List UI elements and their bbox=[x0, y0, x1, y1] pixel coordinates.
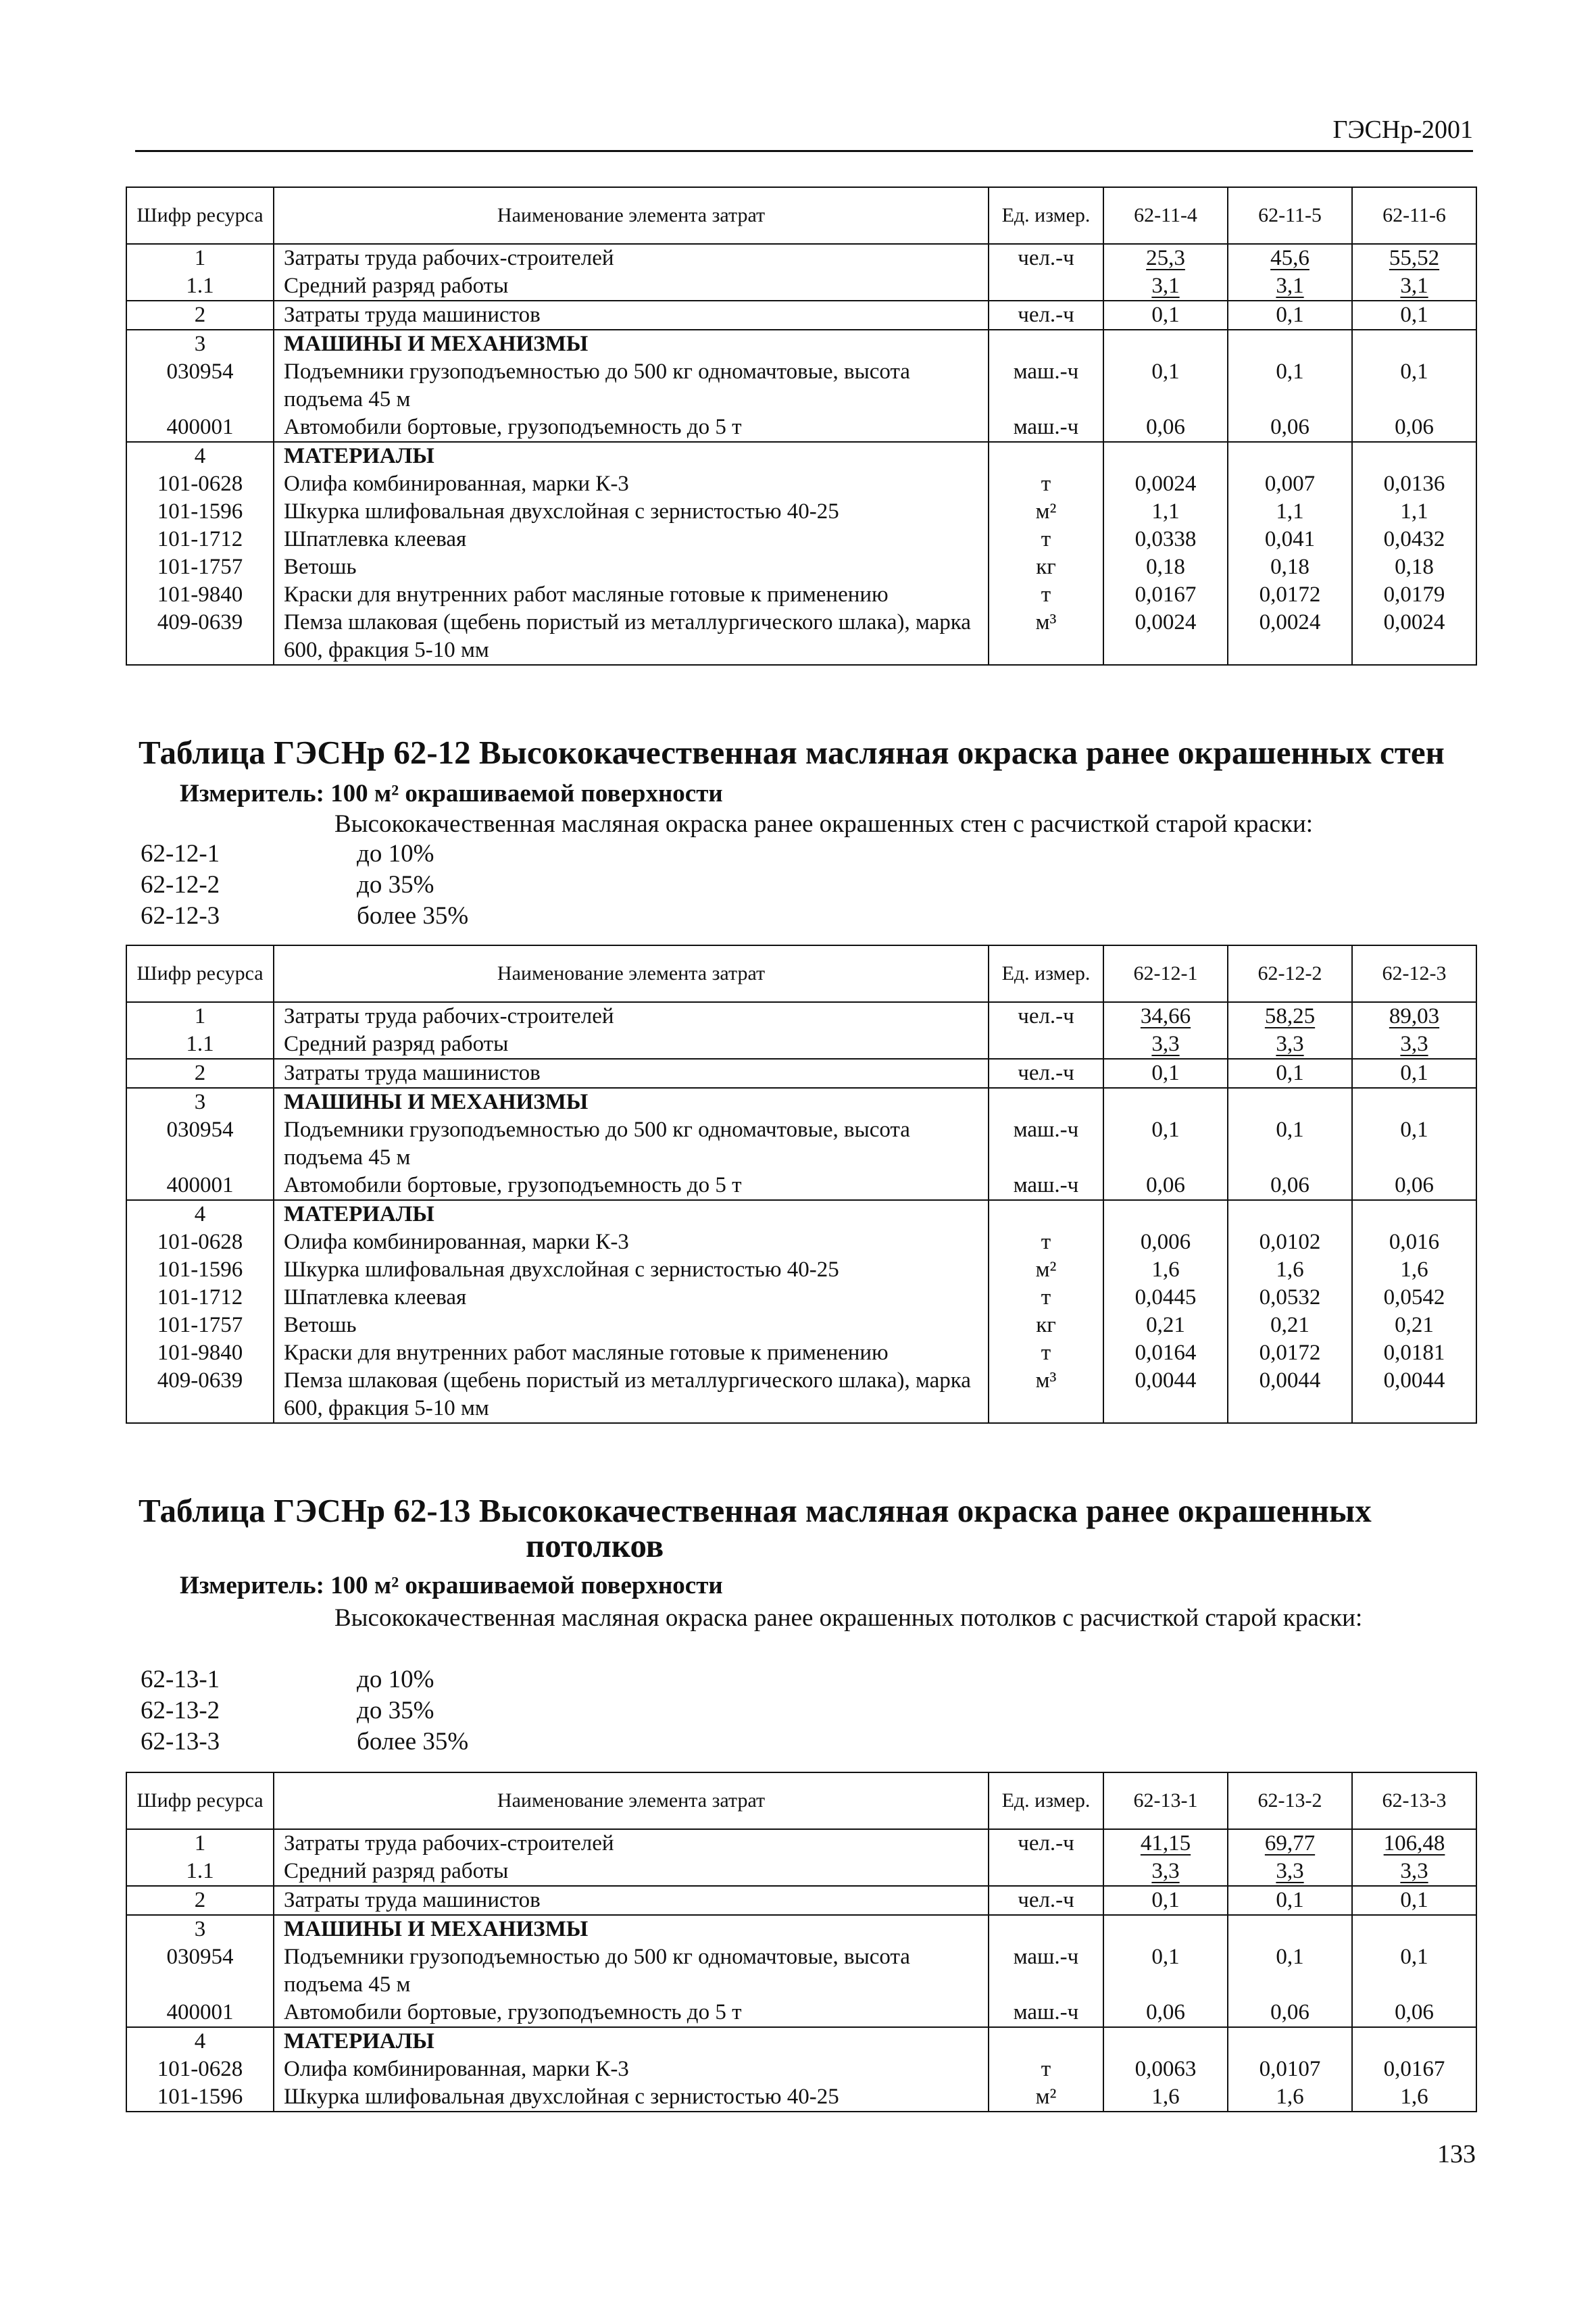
resource-code-cell: 400001 bbox=[126, 414, 274, 442]
table-62-12-title: Таблица ГЭСНр 62-12 Высококачественная масляная окраска ранее окрашенных стен bbox=[139, 734, 1445, 771]
value-cell: 89,03 bbox=[1352, 1002, 1476, 1030]
resource-code-cell: 400001 bbox=[126, 1172, 274, 1200]
table-row bbox=[126, 1339, 1476, 1367]
unit-cell bbox=[989, 1088, 1103, 1116]
column-header-name: Наименование элемента затрат bbox=[274, 1772, 989, 1829]
value-cell: 0,21 bbox=[1103, 1312, 1228, 1339]
resource-code-cell: 101-1757 bbox=[126, 1312, 274, 1339]
table-row bbox=[126, 1002, 1476, 1030]
variant-code: 62-13-1 bbox=[141, 1666, 220, 1693]
value-cell: 0,0167 bbox=[1103, 581, 1228, 609]
resource-code-cell: 4 bbox=[126, 2027, 274, 2056]
value-cell: 0,1 bbox=[1103, 1059, 1228, 1088]
value-cell: 0,21 bbox=[1228, 1312, 1352, 1339]
value-cell: 0,06 bbox=[1103, 1999, 1228, 2027]
unit-cell: маш.-ч bbox=[989, 1116, 1103, 1172]
value-cell: 0,1 bbox=[1352, 1943, 1476, 1999]
table-row bbox=[126, 553, 1476, 581]
value-cell: 1,6 bbox=[1352, 2083, 1476, 2112]
table-header-row bbox=[126, 1772, 1476, 1829]
value-cell: 3,3 bbox=[1103, 1030, 1228, 1059]
resource-code-cell: 030954 bbox=[126, 1943, 274, 1999]
value-cell bbox=[1103, 2027, 1228, 2056]
resource-code-cell: 101-1712 bbox=[126, 526, 274, 553]
value-cell: 0,0164 bbox=[1103, 1339, 1228, 1367]
value-cell: 0,06 bbox=[1103, 414, 1228, 442]
value-cell: 0,1 bbox=[1103, 1886, 1228, 1915]
resource-name-cell: Шкурка шлифовальная двухслойная с зернистостью 40-25 bbox=[274, 1256, 989, 1284]
value-cell: 0,0179 bbox=[1352, 581, 1476, 609]
value-cell: 1,6 bbox=[1352, 1256, 1476, 1284]
value-cell bbox=[1228, 1088, 1352, 1116]
document-code: ГЭСНр-2001 bbox=[1332, 116, 1473, 144]
unit-cell bbox=[989, 442, 1103, 470]
variant-code: 62-13-3 bbox=[141, 1728, 220, 1756]
resource-name-cell: Подъемники грузоподъемностью до 500 кг одномачтовые, высота подъема 45 м bbox=[274, 1943, 989, 1999]
unit-cell: кг bbox=[989, 553, 1103, 581]
value-cell: 0,21 bbox=[1352, 1312, 1476, 1339]
value-cell: 0,1 bbox=[1103, 301, 1228, 330]
resource-code-cell: 101-1596 bbox=[126, 498, 274, 526]
column-header-norm-code: 62-12-1 bbox=[1103, 945, 1228, 1002]
value-cell: 69,77 bbox=[1228, 1829, 1352, 1858]
resource-name-cell: Затраты труда машинистов bbox=[274, 1886, 989, 1915]
value-cell: 0,0136 bbox=[1352, 470, 1476, 498]
resource-code-cell: 2 bbox=[126, 1059, 274, 1088]
resource-name-cell: Олифа комбинированная, марки К-3 bbox=[274, 2056, 989, 2083]
table-row bbox=[126, 1858, 1476, 1886]
resource-name-cell: Затраты труда рабочих-строителей bbox=[274, 244, 989, 272]
value-cell: 0,0542 bbox=[1352, 1284, 1476, 1312]
unit-cell bbox=[989, 330, 1103, 358]
value-cell: 0,0024 bbox=[1228, 609, 1352, 665]
column-header-code: Шифр ресурса bbox=[126, 1772, 274, 1829]
value-cell: 3,3 bbox=[1352, 1030, 1476, 1059]
value-cell: 0,06 bbox=[1103, 1172, 1228, 1200]
resource-code-cell: 030954 bbox=[126, 1116, 274, 1172]
unit-cell: т bbox=[989, 581, 1103, 609]
resource-code-cell: 101-0628 bbox=[126, 2056, 274, 2083]
resource-code-cell: 1 bbox=[126, 1002, 274, 1030]
resource-name-cell: Ветошь bbox=[274, 553, 989, 581]
resource-code-cell: 409-0639 bbox=[126, 1367, 274, 1423]
unit-cell: т bbox=[989, 2056, 1103, 2083]
variant-code: 62-13-2 bbox=[141, 1697, 220, 1724]
table-62-13-title-cont: потолков bbox=[526, 1527, 664, 1564]
resource-code-cell: 1 bbox=[126, 244, 274, 272]
norms-table-62-11 bbox=[126, 186, 1477, 666]
resource-code-cell: 101-0628 bbox=[126, 470, 274, 498]
unit-cell: маш.-ч bbox=[989, 414, 1103, 442]
value-cell: 1,6 bbox=[1103, 1256, 1228, 1284]
value-cell: 3,1 bbox=[1228, 272, 1352, 301]
resource-code-cell: 101-0628 bbox=[126, 1228, 274, 1256]
value-cell bbox=[1352, 1200, 1476, 1228]
table-62-12-meter: Измеритель: 100 м² окрашиваемой поверхности bbox=[180, 780, 723, 807]
page-header bbox=[135, 101, 1473, 152]
value-cell bbox=[1103, 1088, 1228, 1116]
unit-cell bbox=[989, 1858, 1103, 1886]
resource-name-cell: Затраты труда рабочих-строителей bbox=[274, 1829, 989, 1858]
value-cell: 34,66 bbox=[1103, 1002, 1228, 1030]
resource-name-cell: МАТЕРИАЛЫ bbox=[274, 2027, 989, 2056]
unit-cell: маш.-ч bbox=[989, 1172, 1103, 1200]
unit-cell: маш.-ч bbox=[989, 358, 1103, 414]
value-cell: 0,0102 bbox=[1228, 1228, 1352, 1256]
value-cell: 0,1 bbox=[1352, 1886, 1476, 1915]
resource-name-cell: Затраты труда рабочих-строителей bbox=[274, 1002, 989, 1030]
value-cell bbox=[1352, 1088, 1476, 1116]
table-row bbox=[126, 1030, 1476, 1059]
resource-code-cell: 400001 bbox=[126, 1999, 274, 2027]
unit-cell bbox=[989, 1200, 1103, 1228]
unit-cell: т bbox=[989, 1284, 1103, 1312]
column-header-norm-code: 62-12-3 bbox=[1352, 945, 1476, 1002]
resource-name-cell: МАШИНЫ И МЕХАНИЗМЫ bbox=[274, 1915, 989, 1943]
table-row bbox=[126, 442, 1476, 470]
resource-name-cell: Средний разряд работы bbox=[274, 272, 989, 301]
value-cell: 3,3 bbox=[1352, 1858, 1476, 1886]
unit-cell bbox=[989, 1915, 1103, 1943]
value-cell: 0,0172 bbox=[1228, 581, 1352, 609]
table-row bbox=[126, 358, 1476, 414]
resource-code-cell: 2 bbox=[126, 301, 274, 330]
resource-name-cell: Олифа комбинированная, марки К-3 bbox=[274, 470, 989, 498]
value-cell: 0,06 bbox=[1352, 414, 1476, 442]
resource-name-cell: Шпатлевка клеевая bbox=[274, 1284, 989, 1312]
unit-cell: маш.-ч bbox=[989, 1943, 1103, 1999]
column-header-unit: Ед. измер. bbox=[989, 1772, 1103, 1829]
table-row bbox=[126, 1312, 1476, 1339]
resource-code-cell: 1.1 bbox=[126, 272, 274, 301]
unit-cell: т bbox=[989, 470, 1103, 498]
value-cell: 3,3 bbox=[1103, 1858, 1228, 1886]
table-62-13-title: Таблица ГЭСНр 62-13 Высококачественная масляная окраска ранее окрашенных bbox=[139, 1492, 1372, 1529]
table-row bbox=[126, 414, 1476, 442]
value-cell: 0,0044 bbox=[1228, 1367, 1352, 1423]
table-row bbox=[126, 2056, 1476, 2083]
value-cell: 0,0172 bbox=[1228, 1339, 1352, 1367]
value-cell: 0,06 bbox=[1228, 1999, 1352, 2027]
page-number: 133 bbox=[1437, 2140, 1476, 2168]
table-row bbox=[126, 2027, 1476, 2056]
value-cell: 0,007 bbox=[1228, 470, 1352, 498]
resource-code-cell: 3 bbox=[126, 1915, 274, 1943]
norms-table-62-12 bbox=[126, 945, 1477, 1424]
value-cell: 55,52 bbox=[1352, 244, 1476, 272]
value-cell: 25,3 bbox=[1103, 244, 1228, 272]
resource-code-cell: 101-1596 bbox=[126, 1256, 274, 1284]
resource-name-cell: Краски для внутренних работ масляные готовые к применению bbox=[274, 1339, 989, 1367]
unit-cell: м² bbox=[989, 498, 1103, 526]
resource-name-cell: МАТЕРИАЛЫ bbox=[274, 1200, 989, 1228]
resource-name-cell: Средний разряд работы bbox=[274, 1030, 989, 1059]
column-header-norm-code: 62-12-2 bbox=[1228, 945, 1352, 1002]
column-header-norm-code: 62-11-6 bbox=[1352, 187, 1476, 244]
resource-name-cell: Шкурка шлифовальная двухслойная с зернистостью 40-25 bbox=[274, 498, 989, 526]
table-row bbox=[126, 1915, 1476, 1943]
unit-cell: м³ bbox=[989, 1367, 1103, 1423]
value-cell: 0,06 bbox=[1228, 414, 1352, 442]
unit-cell bbox=[989, 1030, 1103, 1059]
variant-code: 62-12-1 bbox=[141, 840, 220, 868]
value-cell: 0,041 bbox=[1228, 526, 1352, 553]
resource-code-cell: 3 bbox=[126, 1088, 274, 1116]
value-cell: 0,1 bbox=[1228, 1943, 1352, 1999]
unit-cell: чел.-ч bbox=[989, 1002, 1103, 1030]
value-cell: 0,006 bbox=[1103, 1228, 1228, 1256]
unit-cell: т bbox=[989, 1339, 1103, 1367]
table-row bbox=[126, 1829, 1476, 1858]
table-row bbox=[126, 330, 1476, 358]
value-cell: 3,3 bbox=[1228, 1030, 1352, 1059]
value-cell: 0,0445 bbox=[1103, 1284, 1228, 1312]
table-row bbox=[126, 1088, 1476, 1116]
table-row bbox=[126, 244, 1476, 272]
value-cell: 1,6 bbox=[1228, 1256, 1352, 1284]
value-cell bbox=[1228, 442, 1352, 470]
table-header-row bbox=[126, 187, 1476, 244]
value-cell: 1,1 bbox=[1228, 498, 1352, 526]
table-row bbox=[126, 498, 1476, 526]
value-cell: 0,18 bbox=[1228, 553, 1352, 581]
column-header-norm-code: 62-11-5 bbox=[1228, 187, 1352, 244]
unit-cell: м² bbox=[989, 1256, 1103, 1284]
value-cell: 0,0024 bbox=[1103, 470, 1228, 498]
column-header-norm-code: 62-11-4 bbox=[1103, 187, 1228, 244]
column-header-norm-code: 62-13-1 bbox=[1103, 1772, 1228, 1829]
table-row bbox=[126, 609, 1476, 665]
value-cell: 41,15 bbox=[1103, 1829, 1228, 1858]
resource-code-cell: 4 bbox=[126, 442, 274, 470]
table-row bbox=[126, 1999, 1476, 2027]
value-cell: 0,0024 bbox=[1352, 609, 1476, 665]
value-cell: 45,6 bbox=[1228, 244, 1352, 272]
resource-code-cell: 101-1712 bbox=[126, 1284, 274, 1312]
value-cell: 0,0532 bbox=[1228, 1284, 1352, 1312]
resource-code-cell: 4 bbox=[126, 1200, 274, 1228]
value-cell: 3,1 bbox=[1352, 272, 1476, 301]
unit-cell: чел.-ч bbox=[989, 1829, 1103, 1858]
resource-code-cell: 1 bbox=[126, 1829, 274, 1858]
table-row bbox=[126, 1228, 1476, 1256]
column-header-code: Шифр ресурса bbox=[126, 187, 274, 244]
variant-label: более 35% bbox=[357, 1728, 469, 1756]
value-cell: 1,1 bbox=[1103, 498, 1228, 526]
resource-name-cell: Шпатлевка клеевая bbox=[274, 526, 989, 553]
resource-name-cell: МАТЕРИАЛЫ bbox=[274, 442, 989, 470]
value-cell: 0,1 bbox=[1228, 358, 1352, 414]
unit-cell: чел.-ч bbox=[989, 1059, 1103, 1088]
value-cell: 0,06 bbox=[1352, 1999, 1476, 2027]
value-cell: 0,1 bbox=[1352, 1116, 1476, 1172]
value-cell bbox=[1103, 330, 1228, 358]
norms-table-62-13 bbox=[126, 1772, 1477, 2112]
table-row bbox=[126, 1943, 1476, 1999]
table-row bbox=[126, 1886, 1476, 1915]
resource-name-cell: Пемза шлаковая (щебень пористый из металлургического шлака), марка 600, фракция 5-10 мм bbox=[274, 1367, 989, 1423]
variant-label: более 35% bbox=[357, 902, 469, 930]
value-cell: 0,1 bbox=[1103, 1943, 1228, 1999]
column-header-name: Наименование элемента затрат bbox=[274, 945, 989, 1002]
value-cell: 0,1 bbox=[1228, 1059, 1352, 1088]
value-cell bbox=[1103, 1200, 1228, 1228]
value-cell: 1,6 bbox=[1103, 2083, 1228, 2112]
unit-cell: т bbox=[989, 1228, 1103, 1256]
resource-code-cell: 101-9840 bbox=[126, 1339, 274, 1367]
unit-cell: чел.-ч bbox=[989, 301, 1103, 330]
resource-code-cell: 1.1 bbox=[126, 1030, 274, 1059]
column-header-unit: Ед. измер. bbox=[989, 945, 1103, 1002]
column-header-norm-code: 62-13-3 bbox=[1352, 1772, 1476, 1829]
value-cell bbox=[1228, 330, 1352, 358]
table-row bbox=[126, 301, 1476, 330]
table-row bbox=[126, 1200, 1476, 1228]
value-cell: 0,0181 bbox=[1352, 1339, 1476, 1367]
value-cell: 0,0167 bbox=[1352, 2056, 1476, 2083]
variant-code: 62-12-2 bbox=[141, 871, 220, 899]
table-62-13-description: Высококачественная масляная окраска ранее окрашенных потолков с расчисткой старой краски: bbox=[334, 1604, 1363, 1632]
table-row bbox=[126, 1172, 1476, 1200]
variant-label: до 35% bbox=[357, 1697, 434, 1724]
value-cell: 0,1 bbox=[1228, 1886, 1352, 1915]
resource-code-cell: 1.1 bbox=[126, 1858, 274, 1886]
value-cell: 0,1 bbox=[1352, 358, 1476, 414]
value-cell bbox=[1352, 2027, 1476, 2056]
unit-cell: м² bbox=[989, 2083, 1103, 2112]
unit-cell bbox=[989, 272, 1103, 301]
resource-name-cell: Автомобили бортовые, грузоподъемность до 5 т bbox=[274, 1172, 989, 1200]
value-cell bbox=[1228, 2027, 1352, 2056]
value-cell: 1,1 bbox=[1352, 498, 1476, 526]
unit-cell: маш.-ч bbox=[989, 1999, 1103, 2027]
table-row bbox=[126, 1367, 1476, 1423]
value-cell: 0,0432 bbox=[1352, 526, 1476, 553]
value-cell: 3,3 bbox=[1228, 1858, 1352, 1886]
value-cell bbox=[1352, 330, 1476, 358]
value-cell: 58,25 bbox=[1228, 1002, 1352, 1030]
table-row bbox=[126, 1256, 1476, 1284]
value-cell: 0,0338 bbox=[1103, 526, 1228, 553]
value-cell: 0,0044 bbox=[1352, 1367, 1476, 1423]
resource-code-cell: 3 bbox=[126, 330, 274, 358]
resource-name-cell: Подъемники грузоподъемностью до 500 кг одномачтовые, высота подъема 45 м bbox=[274, 1116, 989, 1172]
value-cell: 0,1 bbox=[1228, 1116, 1352, 1172]
variant-label: до 10% bbox=[357, 1666, 434, 1693]
value-cell: 1,6 bbox=[1228, 2083, 1352, 2112]
resource-code-cell: 409-0639 bbox=[126, 609, 274, 665]
resource-name-cell: Ветошь bbox=[274, 1312, 989, 1339]
resource-name-cell: Средний разряд работы bbox=[274, 1858, 989, 1886]
variant-label: до 10% bbox=[357, 840, 434, 868]
value-cell bbox=[1352, 1915, 1476, 1943]
table-row bbox=[126, 526, 1476, 553]
value-cell: 0,1 bbox=[1103, 1116, 1228, 1172]
value-cell: 0,0063 bbox=[1103, 2056, 1228, 2083]
value-cell: 0,1 bbox=[1352, 1059, 1476, 1088]
resource-name-cell: МАШИНЫ И МЕХАНИЗМЫ bbox=[274, 1088, 989, 1116]
value-cell bbox=[1103, 442, 1228, 470]
unit-cell: м³ bbox=[989, 609, 1103, 665]
value-cell: 106,48 bbox=[1352, 1829, 1476, 1858]
table-row bbox=[126, 272, 1476, 301]
variant-label: до 35% bbox=[357, 871, 434, 899]
table-row bbox=[126, 1284, 1476, 1312]
resource-code-cell: 101-1757 bbox=[126, 553, 274, 581]
column-header-name: Наименование элемента затрат bbox=[274, 187, 989, 244]
variant-code: 62-12-3 bbox=[141, 902, 220, 930]
resource-code-cell: 101-9840 bbox=[126, 581, 274, 609]
value-cell: 0,06 bbox=[1228, 1172, 1352, 1200]
resource-code-cell: 030954 bbox=[126, 358, 274, 414]
value-cell: 0,0107 bbox=[1228, 2056, 1352, 2083]
table-row bbox=[126, 1059, 1476, 1088]
resource-name-cell: Краски для внутренних работ масляные готовые к применению bbox=[274, 581, 989, 609]
value-cell: 3,1 bbox=[1103, 272, 1228, 301]
table-62-12-description: Высококачественная масляная окраска ранее окрашенных стен с расчисткой старой краски: bbox=[334, 810, 1314, 838]
value-cell bbox=[1228, 1200, 1352, 1228]
value-cell bbox=[1228, 1915, 1352, 1943]
unit-cell: чел.-ч bbox=[989, 244, 1103, 272]
value-cell: 0,0024 bbox=[1103, 609, 1228, 665]
resource-name-cell: Автомобили бортовые, грузоподъемность до 5 т bbox=[274, 1999, 989, 2027]
table-62-13-meter: Измеритель: 100 м² окрашиваемой поверхности bbox=[180, 1572, 723, 1599]
column-header-unit: Ед. измер. bbox=[989, 187, 1103, 244]
resource-name-cell: Автомобили бортовые, грузоподъемность до 5 т bbox=[274, 414, 989, 442]
value-cell: 0,016 bbox=[1352, 1228, 1476, 1256]
resource-name-cell: Шкурка шлифовальная двухслойная с зернистостью 40-25 bbox=[274, 2083, 989, 2112]
resource-name-cell: МАШИНЫ И МЕХАНИЗМЫ bbox=[274, 330, 989, 358]
value-cell bbox=[1103, 1915, 1228, 1943]
table-header-row bbox=[126, 945, 1476, 1002]
column-header-norm-code: 62-13-2 bbox=[1228, 1772, 1352, 1829]
value-cell: 0,0044 bbox=[1103, 1367, 1228, 1423]
resource-name-cell: Затраты труда машинистов bbox=[274, 1059, 989, 1088]
unit-cell: кг bbox=[989, 1312, 1103, 1339]
table-row bbox=[126, 1116, 1476, 1172]
column-header-code: Шифр ресурса bbox=[126, 945, 274, 1002]
resource-code-cell: 2 bbox=[126, 1886, 274, 1915]
resource-name-cell: Пемза шлаковая (щебень пористый из металлургического шлака), марка 600, фракция 5-10 мм bbox=[274, 609, 989, 665]
resource-name-cell: Подъемники грузоподъемностью до 500 кг одномачтовые, высота подъема 45 м bbox=[274, 358, 989, 414]
value-cell: 0,1 bbox=[1228, 301, 1352, 330]
value-cell bbox=[1352, 442, 1476, 470]
resource-name-cell: Олифа комбинированная, марки К-3 bbox=[274, 1228, 989, 1256]
value-cell: 0,18 bbox=[1352, 553, 1476, 581]
unit-cell: т bbox=[989, 526, 1103, 553]
unit-cell: чел.-ч bbox=[989, 1886, 1103, 1915]
table-row bbox=[126, 581, 1476, 609]
table-row bbox=[126, 470, 1476, 498]
resource-name-cell: Затраты труда машинистов bbox=[274, 301, 989, 330]
unit-cell bbox=[989, 2027, 1103, 2056]
value-cell: 0,06 bbox=[1352, 1172, 1476, 1200]
table-row bbox=[126, 2083, 1476, 2112]
value-cell: 0,1 bbox=[1352, 301, 1476, 330]
value-cell: 0,1 bbox=[1103, 358, 1228, 414]
resource-code-cell: 101-1596 bbox=[126, 2083, 274, 2112]
value-cell: 0,18 bbox=[1103, 553, 1228, 581]
